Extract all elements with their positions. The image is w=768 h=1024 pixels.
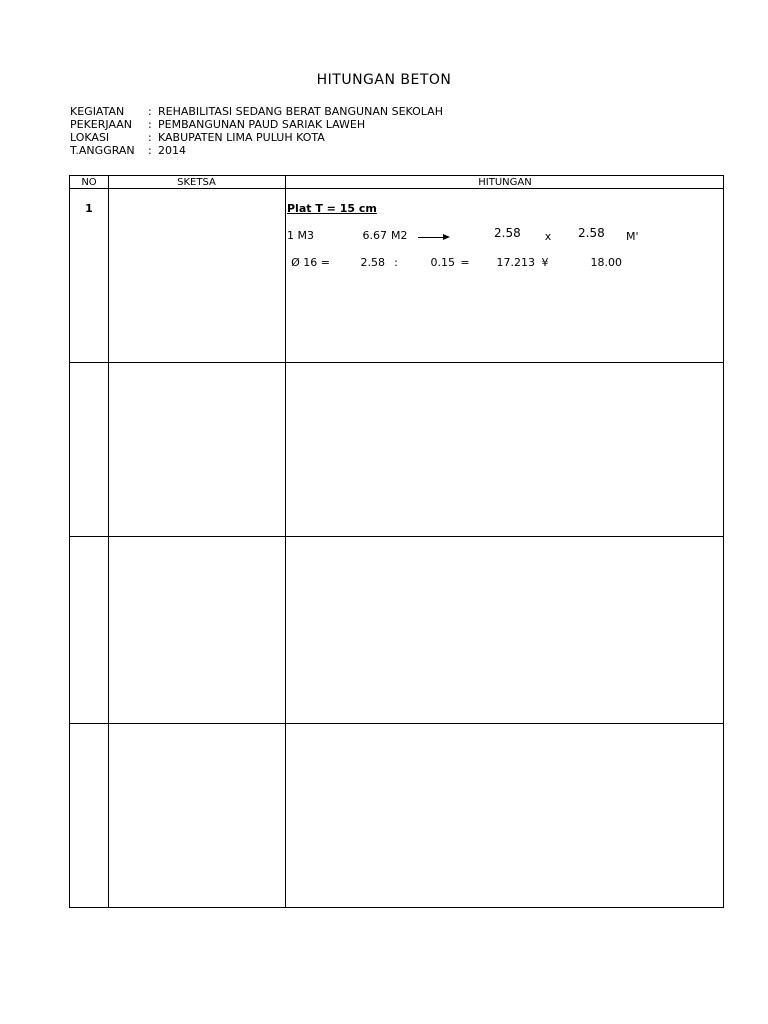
header-kegiatan [70, 105, 443, 118]
header-key: PEKERJAAN [70, 118, 133, 131]
calc-cell: 18.00 [590, 256, 622, 269]
dimension-unit: M' [626, 230, 639, 243]
calc-cell: = [460, 256, 470, 269]
header-pekerjaan [70, 118, 365, 131]
calc-cell: 17.213 [496, 256, 535, 269]
calc-table [69, 175, 724, 908]
column-divider [108, 176, 109, 907]
header-value: PEMBANGUNAN PAUD SARIAK LAWEH [158, 118, 366, 131]
column-divider [285, 176, 286, 907]
header-value: 2014 [158, 144, 186, 157]
header-lokasi [70, 131, 325, 144]
header-sep: : [148, 105, 152, 118]
header-key: KEGIATAN [70, 105, 125, 118]
column-header-sketsa: SKETSA [177, 177, 216, 188]
column-header-hitungan: HITUNGAN [478, 177, 532, 188]
header-value: REHABILITASI SEDANG BERAT BANGUNAN SEKOLAH [158, 105, 443, 118]
header-key: LOKASI [70, 131, 110, 144]
column-header-no: NO [81, 177, 97, 188]
document-title: HITUNGAN BETON [316, 72, 452, 88]
section-number: 1 [85, 202, 93, 215]
m3-unit: M2 [391, 229, 408, 242]
header-tanggaran [70, 144, 186, 157]
m3-value: 6.67 [362, 229, 387, 242]
header-sep: : [148, 118, 152, 131]
calc-cell: : [394, 256, 398, 269]
section-divider [70, 536, 723, 537]
calc-cell: Ø 16 = [291, 256, 330, 269]
m3-label: 1 M3 [287, 229, 314, 242]
header-sep: : [148, 131, 152, 144]
section-divider [70, 723, 723, 724]
arrow-icon [418, 237, 448, 238]
header-row-divider [70, 188, 723, 189]
calc-cell: 0.15 [430, 256, 455, 269]
dimension-b: 2.58 [578, 226, 605, 240]
calc-cell: ¥ [541, 256, 549, 269]
section-title: Plat T = 15 cm [287, 202, 377, 215]
header-sep: : [148, 144, 152, 157]
dimension-a: 2.58 [494, 226, 521, 240]
section-divider [70, 362, 723, 363]
calc-cell: 2.58 [360, 256, 385, 269]
header-key: T.ANGGRAN [70, 144, 135, 157]
dimension-times: x [544, 230, 552, 243]
header-value: KABUPATEN LIMA PULUH KOTA [158, 131, 325, 144]
